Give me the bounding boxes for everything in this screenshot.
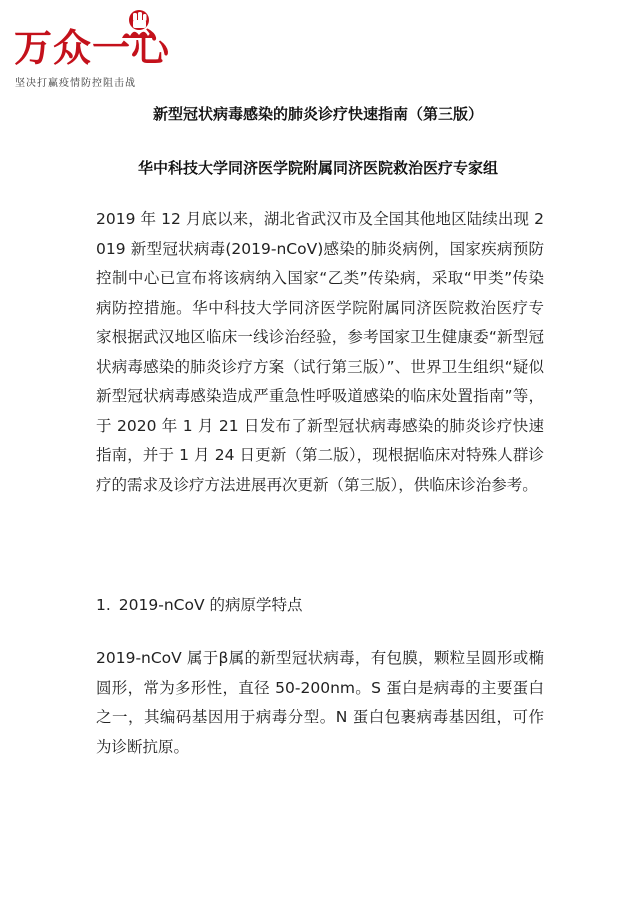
document-author: 华中科技大学同济医学院附属同济医院救治医疗专家组 (137, 159, 498, 177)
logo-slogan: 坚决打赢疫情防控阻击战 (15, 78, 136, 89)
section-title: 2019-nCoV 的病原学特点 (118, 596, 303, 614)
campaign-logo (14, 8, 214, 90)
section-number: 1. (96, 596, 111, 614)
logo-text: 万众一心 (14, 26, 171, 70)
section-heading (96, 593, 303, 617)
intro-paragraph: 2019 年 12 月底以来，湖北省武汉市及全国其他地区陆续出现 2019 新型冠状病毒(2019-nCoV)感染的肺炎病例，国家疾病预防控制中心已宣布将该病纳入国家“乙类”传染病，采取“甲类”传染病防控措施。华中科技大学同济医学院附属同济医院救治医疗专家根据武汉地区临床一线诊治经验，参考国家卫生健康委“新型冠状病毒感染的肺炎诊疗方案（试行第三版）”、世界卫生组织“疑似新型冠状病毒感染造成严重急性呼吸道感染的临床处置指南”等，于 2020 年 1 月 21 日发布了新型冠状病毒感染的肺炎诊疗快速指南，并于 1 月 24 日更新（第二版），现根据临床对特殊人群诊疗的需求及诊疗方法进展再次更新（第三版），供临床诊治参考。 (96, 210, 544, 494)
document-title: 新型冠状病毒感染的肺炎诊疗快速指南（第三版） (152, 105, 483, 123)
section-body: 2019-nCoV 属于β属的新型冠状病毒，有包膜，颗粒呈圆形或椭圆形，常为多形性，直径 50-200nm。S 蛋白是病毒的主要蛋白之一，其编码基因用于病毒分型。N 蛋白包裹病毒基因组，可作为诊断抗原。 (96, 649, 544, 756)
